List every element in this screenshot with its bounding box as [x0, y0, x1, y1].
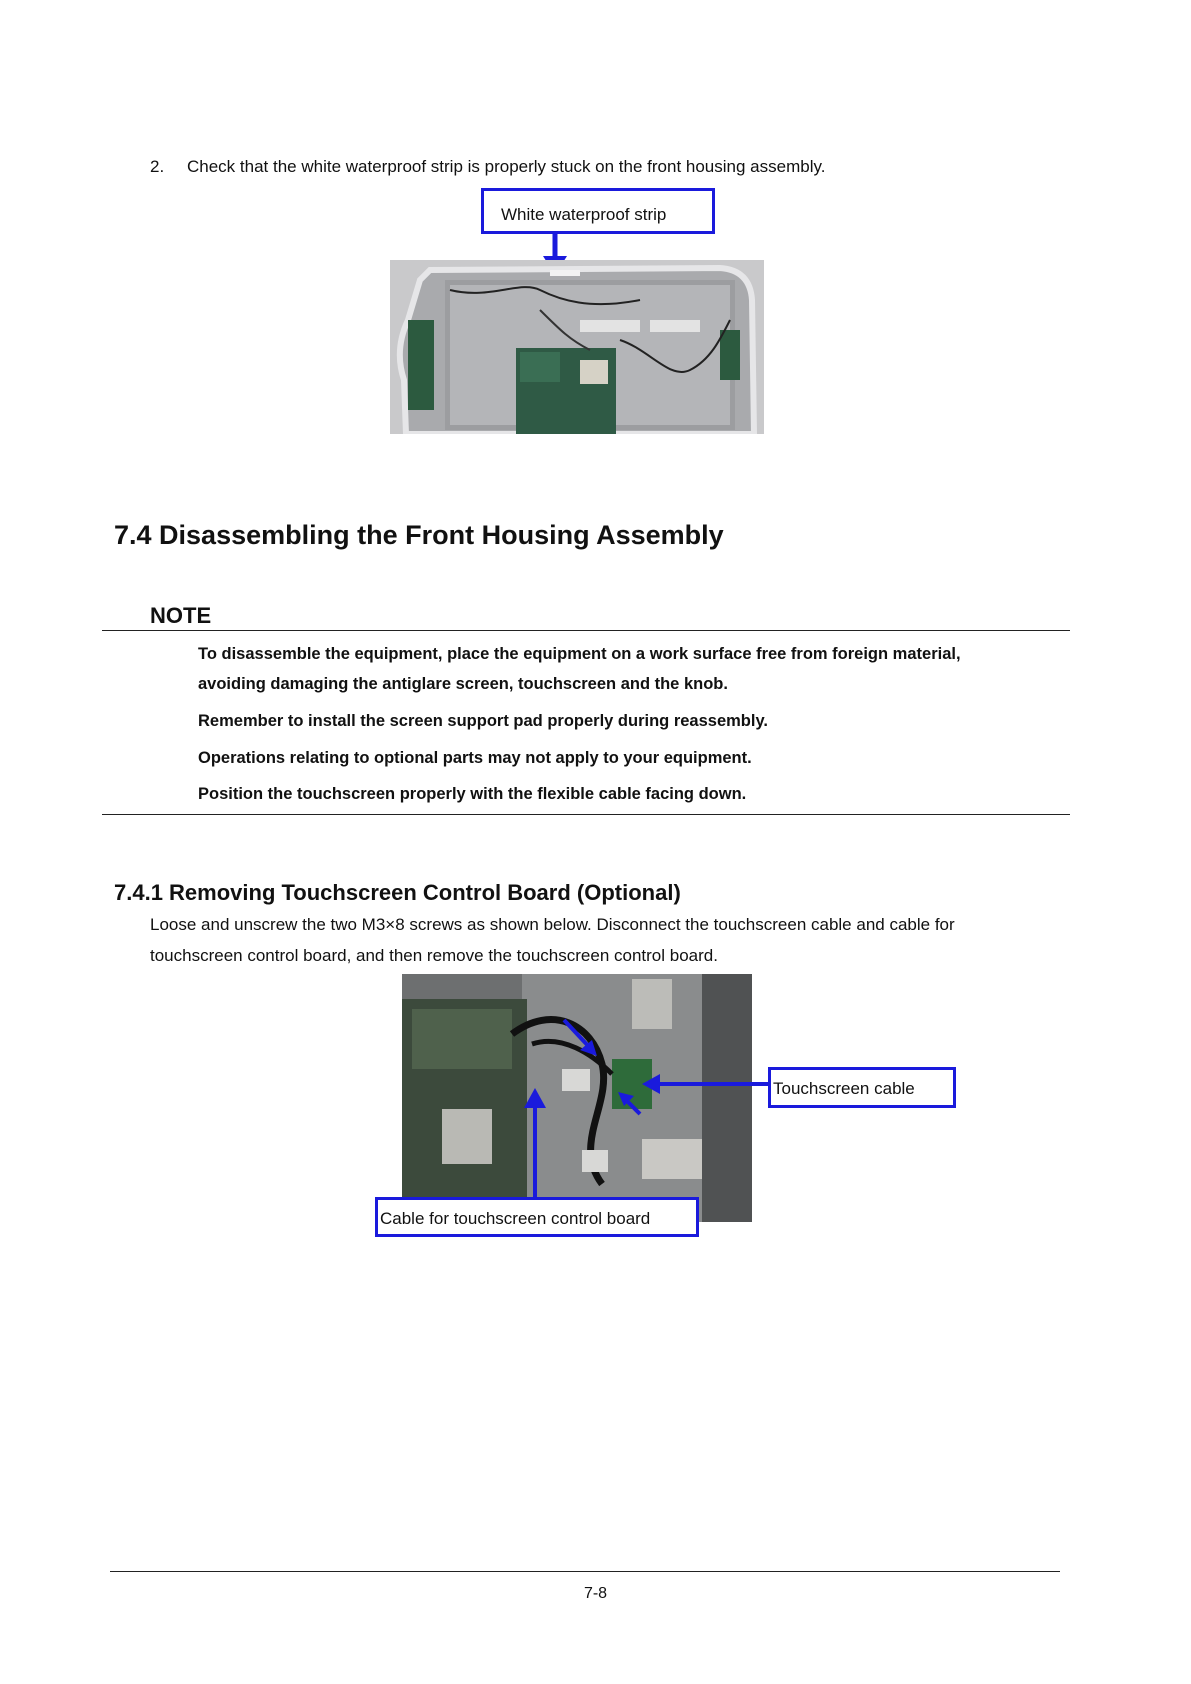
- paragraph-line-2: touchscreen control board, and then remove the touchscreen control board.: [150, 946, 718, 965]
- figure2-arrows: [402, 974, 792, 1214]
- note-top-rule: [102, 630, 1070, 631]
- callout-waterproof-strip-label: White waterproof strip: [501, 205, 667, 224]
- step-text: Check that the white waterproof strip is properly stuck on the front housing assembly.: [187, 157, 826, 176]
- footer-rule: [110, 1571, 1060, 1572]
- arrow-touchscreen-cable-head: [642, 1074, 660, 1094]
- arrow-control-board-cable-head: [524, 1088, 546, 1108]
- subsection-title: 7.4.1 Removing Touchscreen Control Board (Optional): [114, 880, 681, 905]
- page-number: 7-8: [583, 1585, 608, 1602]
- callout-control-board-cable: [375, 1197, 699, 1237]
- photo-front-housing: [390, 260, 764, 434]
- note-title: NOTE: [150, 603, 212, 628]
- callout-touchscreen-cable-label: Touchscreen cable: [773, 1079, 915, 1098]
- section-title: 7.4 Disassembling the Front Housing Assembly: [114, 520, 724, 550]
- note-item-1-cont: avoiding damaging the antiglare screen, touchscreen and the knob.: [198, 675, 728, 693]
- front-housing-illustration: [390, 260, 764, 434]
- note-bottom-rule: [102, 814, 1070, 815]
- note-item-3: Operations relating to optional parts may not apply to your equipment.: [198, 749, 752, 767]
- callout-touchscreen-cable: [768, 1067, 956, 1108]
- paragraph-line-1: Loose and unscrew the two M3×8 screws as shown below. Disconnect the touchscreen cable and cable for: [150, 915, 955, 934]
- callout-control-board-cable-label: Cable for touchscreen control board: [380, 1209, 651, 1228]
- callout-waterproof-strip: [481, 188, 715, 234]
- note-item-1: To disassemble the equipment, place the equipment on a work surface free from foreign material,: [198, 645, 961, 663]
- note-item-4: Position the touchscreen properly with the flexible cable facing down.: [198, 785, 747, 803]
- step-number: 2.: [150, 157, 165, 176]
- note-item-2: Remember to install the screen support pad properly during reassembly.: [198, 712, 769, 730]
